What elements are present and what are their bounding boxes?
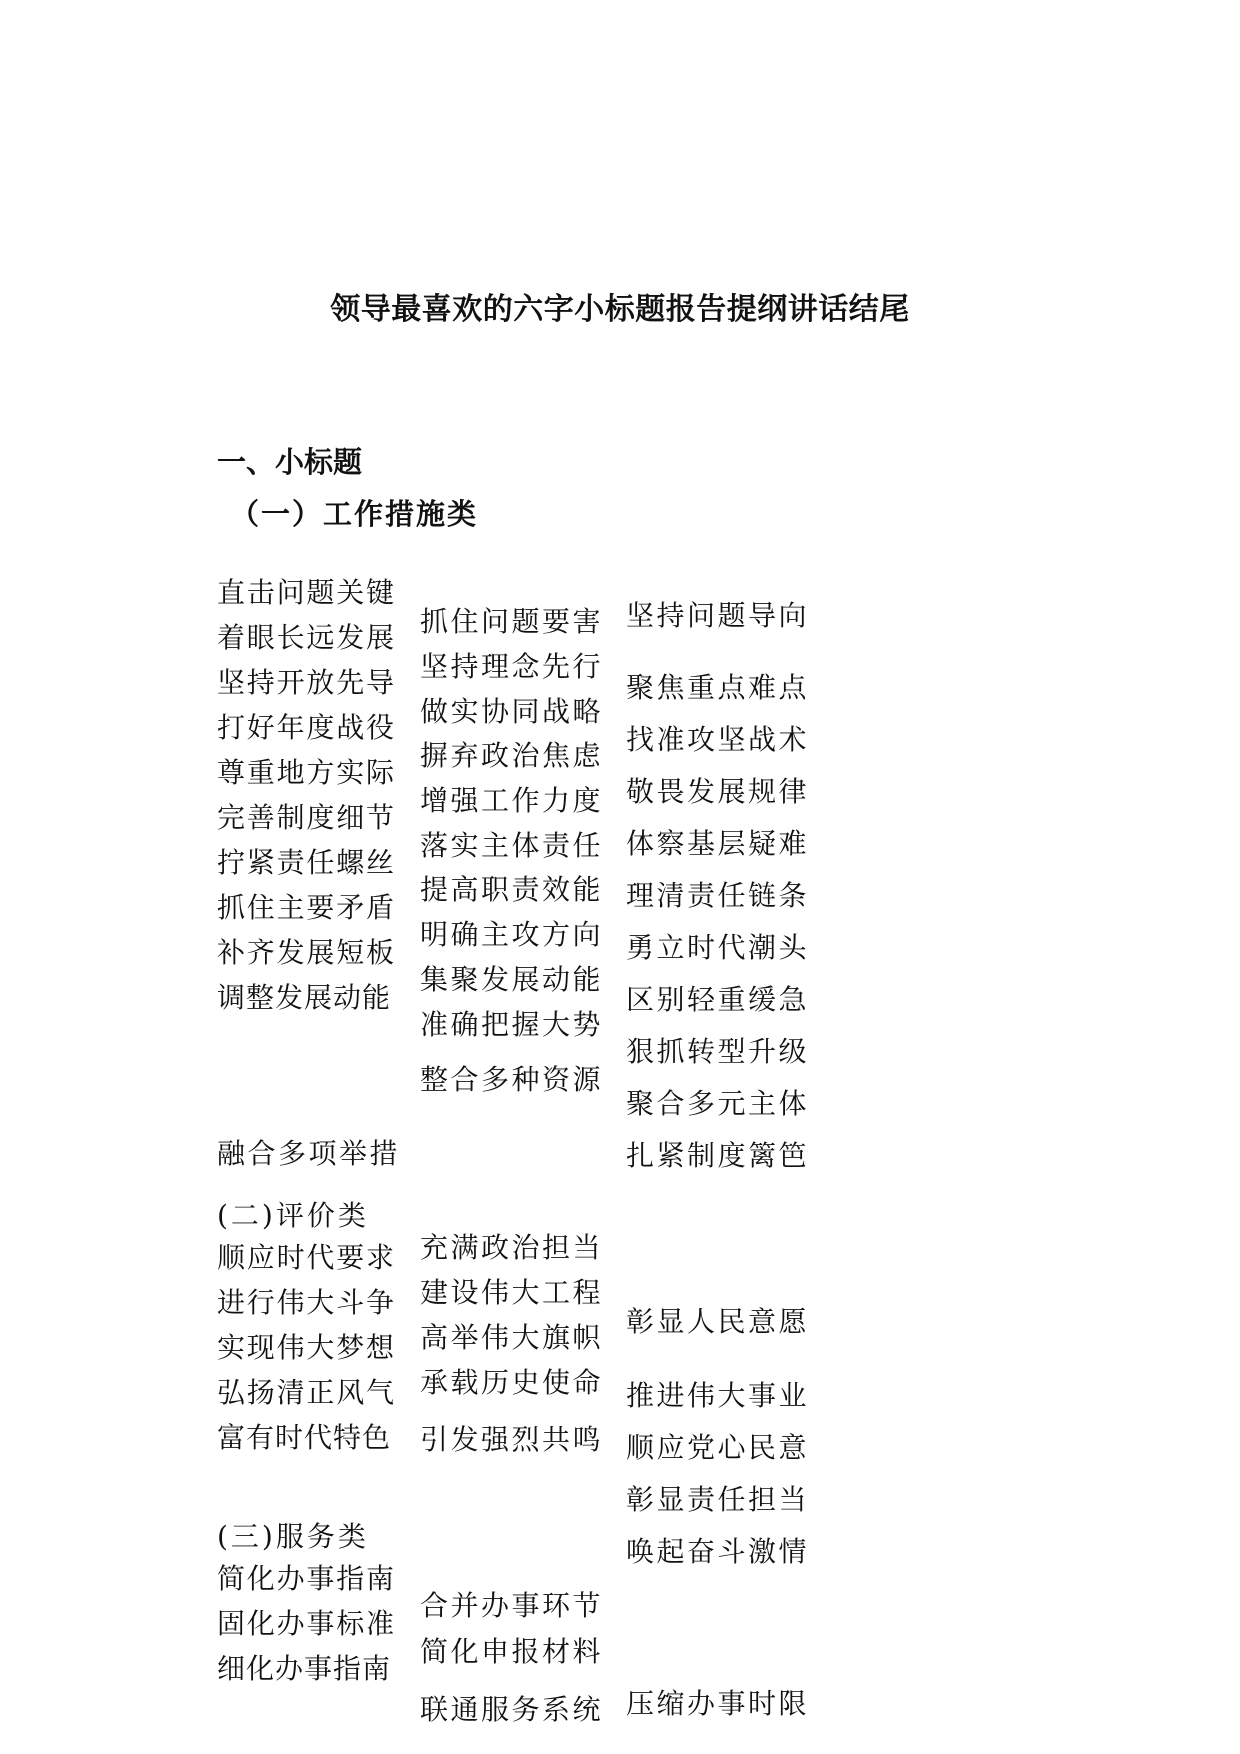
col2-item: 高举伟大旗帜 [420,1321,604,1354]
col1-item: 融合多项举措 [217,1137,401,1170]
col3-item: 体察基层疑难 [626,827,810,860]
col3-item: 唤起奋斗激情 [626,1535,810,1568]
subsection-heading-evaluation: (二)评价类 [217,1199,369,1232]
col1-text-block: 顺应时代要求 进行伟大斗争 实现伟大梦想 弘扬清正风气 富有时代特色 [217,1241,395,1454]
col1-text-block: 直击问题关键 着眼长远发展 坚持开放先导 打好年度战役 尊重地方实际 完善制度细节 拧紧责任螺丝 抓住主要矛盾 补齐发展短板 调整发展动能 [217,576,395,1014]
col3-item: 区别轻重缓急 [626,983,810,1016]
col3-item: 扎紧制度篱笆 [626,1139,810,1172]
col2-item: 建设伟大工程 [420,1276,604,1309]
col2-item: 做实协同战略 [420,695,604,728]
col3-item: 狠抓转型升级 [626,1035,810,1068]
col2-item: 坚持理念先行 [420,650,604,683]
col2-item: 整合多种资源 [420,1063,604,1096]
col2-item: 引发强烈共鸣 [420,1423,604,1456]
col3-item: 彰显人民意愿 [626,1305,810,1338]
col3-item: 彰显责任担当 [626,1483,810,1516]
col2-item: 摒弃政治焦虑 [420,739,604,772]
col1-text-block: 简化办事指南 固化办事标准 细化办事指南 [217,1562,395,1685]
col2-item: 充满政治担当 [420,1231,604,1264]
col3-item: 勇立时代潮头 [626,931,810,964]
col2-item: 承载历史使命 [420,1366,604,1399]
col2-item: 联通服务系统 [420,1693,604,1726]
col3-item: 找准攻坚战术 [626,723,810,756]
col3-item: 坚持问题导向 [626,599,810,632]
col3-item: 聚合多元主体 [626,1087,810,1120]
col3-item: 顺应党心民意 [626,1431,810,1464]
col2-item: 简化申报材料 [420,1635,604,1668]
col2-item: 明确主攻方向 [420,918,604,951]
col2-item: 提高职责效能 [420,873,604,906]
document-title: 领导最喜欢的六字小标题报告提纲讲话结尾 [330,292,910,327]
col2-item: 落实主体责任 [420,829,604,862]
col3-item: 压缩办事时限 [626,1687,810,1720]
col3-item: 理清责任链条 [626,879,810,912]
subsection-heading-work-measures: （一）工作措施类 [230,497,479,531]
col2-item: 抓住问题要害 [420,605,604,638]
col2-item: 准确把握大势 [420,1008,604,1041]
col2-item: 集聚发展动能 [420,963,604,996]
col3-item: 敬畏发展规律 [626,775,810,808]
col3-item: 聚焦重点难点 [626,671,810,704]
col2-item: 增强工作力度 [420,784,604,817]
col2-item: 合并办事环节 [420,1589,604,1622]
subsection-heading-service: (三)服务类 [217,1520,369,1553]
section-heading: 一、小标题 [217,445,363,479]
col3-item: 推进伟大事业 [626,1379,810,1412]
